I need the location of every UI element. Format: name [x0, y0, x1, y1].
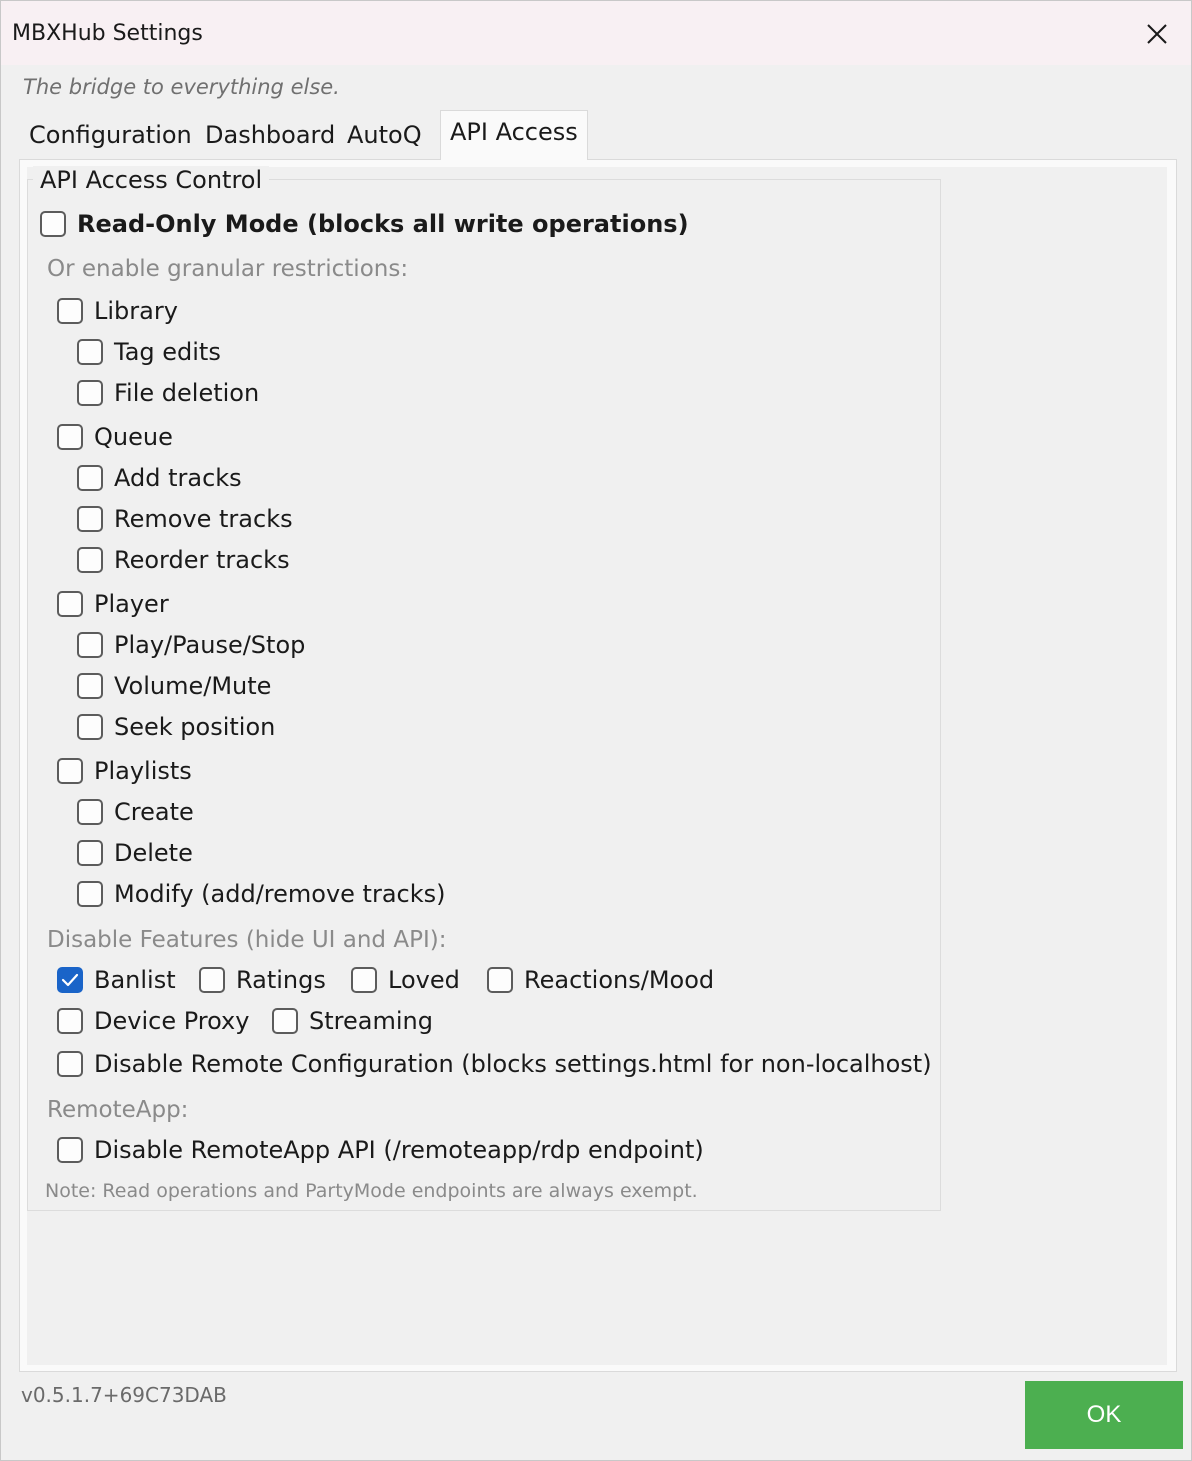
reactions-mood-checkbox[interactable] [487, 966, 714, 994]
checkbox-box[interactable] [77, 339, 103, 365]
reorder-tracks-label: Reorder tracks [114, 546, 290, 574]
disable-features-heading: Disable Features (hide UI and API): [47, 927, 447, 953]
play-pause-stop-label: Play/Pause/Stop [114, 631, 306, 659]
file-deletion-checkbox[interactable] [77, 379, 259, 407]
checkbox-box[interactable] [199, 967, 225, 993]
tab-configuration[interactable]: Configuration [29, 121, 192, 149]
checkbox-box[interactable] [77, 465, 103, 491]
group-title: API Access Control [33, 166, 269, 194]
create-playlist-label: Create [114, 798, 194, 826]
title-bar [1, 1, 1191, 65]
tagline: The bridge to everything else. [23, 75, 340, 99]
streaming-label: Streaming [309, 1007, 433, 1035]
checkbox-box[interactable] [77, 506, 103, 532]
device-proxy-label: Device Proxy [94, 1007, 250, 1035]
disable-remoteapp-api-label: Disable RemoteApp API (/remoteapp/rdp endpoint) [94, 1136, 704, 1164]
granular-heading: Or enable granular restrictions: [47, 256, 409, 282]
checkbox-box[interactable] [272, 1008, 298, 1034]
seek-position-checkbox[interactable] [77, 713, 275, 741]
add-tracks-checkbox[interactable] [77, 464, 242, 492]
checkbox-box[interactable] [77, 547, 103, 573]
checkbox-box[interactable] [57, 424, 83, 450]
checkmark-icon [61, 973, 79, 987]
device-proxy-checkbox[interactable] [57, 1007, 249, 1035]
create-playlist-checkbox[interactable] [77, 798, 194, 826]
read-only-label: Read-Only Mode (blocks all write operations) [77, 210, 689, 238]
remove-tracks-checkbox[interactable] [77, 505, 293, 533]
library-label: Library [94, 297, 178, 325]
ratings-label: Ratings [236, 966, 326, 994]
checkbox-box[interactable] [351, 967, 377, 993]
read-only-checkbox[interactable] [40, 210, 689, 238]
disable-remoteapp-api-checkbox[interactable] [57, 1136, 704, 1164]
remoteapp-heading: RemoteApp: [47, 1097, 189, 1123]
modify-playlist-label: Modify (add/remove tracks) [114, 880, 446, 908]
delete-playlist-label: Delete [114, 839, 193, 867]
banlist-label: Banlist [94, 966, 176, 994]
player-label: Player [94, 590, 169, 618]
playlists-checkbox[interactable] [57, 757, 192, 785]
checkbox-box[interactable] [77, 881, 103, 907]
checkbox-box[interactable] [77, 673, 103, 699]
disable-remote-config-label: Disable Remote Configuration (blocks settings.html for non-localhost) [94, 1050, 932, 1078]
reactions-mood-label: Reactions/Mood [524, 966, 715, 994]
queue-checkbox[interactable] [57, 423, 173, 451]
seek-position-label: Seek position [114, 713, 276, 741]
tag-edits-checkbox[interactable] [77, 338, 221, 366]
file-deletion-label: File deletion [114, 379, 260, 407]
exempt-note: Note: Read operations and PartyMode endpoints are always exempt. [45, 1180, 698, 1202]
checkbox-box[interactable] [57, 1051, 83, 1077]
checkbox-box[interactable] [77, 840, 103, 866]
tab-autoq[interactable]: AutoQ [347, 121, 422, 149]
checkbox-box[interactable] [77, 380, 103, 406]
checkbox-box[interactable] [77, 714, 103, 740]
modify-playlist-checkbox[interactable] [77, 880, 446, 908]
ratings-checkbox[interactable] [199, 966, 326, 994]
playlists-label: Playlists [94, 757, 192, 785]
reorder-tracks-checkbox[interactable] [77, 546, 290, 574]
close-icon [1146, 23, 1168, 45]
disable-remote-config-checkbox[interactable] [57, 1050, 932, 1078]
checkbox-box[interactable] [40, 211, 66, 237]
checkbox-box[interactable] [57, 758, 83, 784]
add-tracks-label: Add tracks [114, 464, 242, 492]
tag-edits-label: Tag edits [114, 338, 221, 366]
ok-button[interactable]: OK [1025, 1381, 1183, 1449]
remove-tracks-label: Remove tracks [114, 505, 293, 533]
checkbox-box[interactable] [57, 1008, 83, 1034]
checkbox-box[interactable] [57, 298, 83, 324]
close-button[interactable] [1131, 11, 1183, 57]
checkbox-box[interactable] [487, 967, 513, 993]
volume-mute-checkbox[interactable] [77, 672, 271, 700]
volume-mute-label: Volume/Mute [114, 672, 272, 700]
streaming-checkbox[interactable] [272, 1007, 433, 1035]
checkbox-box[interactable] [77, 799, 103, 825]
version-label: v0.5.1.7+69C73DAB [21, 1383, 227, 1407]
checkbox-box[interactable] [57, 1137, 83, 1163]
queue-label: Queue [94, 423, 173, 451]
checkbox-box[interactable] [57, 967, 83, 993]
banlist-checkbox[interactable] [57, 966, 176, 994]
delete-playlist-checkbox[interactable] [77, 839, 193, 867]
tab-api-access[interactable]: API Access [440, 110, 588, 160]
loved-label: Loved [388, 966, 460, 994]
library-checkbox[interactable] [57, 297, 178, 325]
play-pause-stop-checkbox[interactable] [77, 631, 305, 659]
checkbox-box[interactable] [77, 632, 103, 658]
loved-checkbox[interactable] [351, 966, 460, 994]
window-title: MBXHub Settings [12, 21, 203, 46]
checkbox-box[interactable] [57, 591, 83, 617]
tab-dashboard[interactable]: Dashboard [205, 121, 336, 149]
player-checkbox[interactable] [57, 590, 169, 618]
